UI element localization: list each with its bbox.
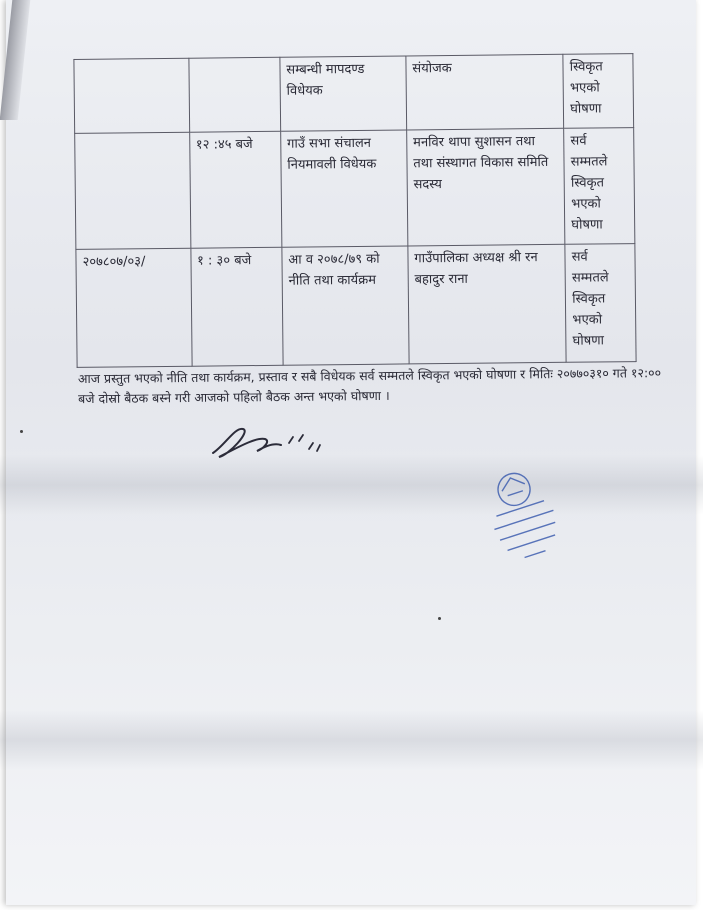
- paper-edge-shadow: [0, 0, 30, 120]
- decision-cell: सर्व सम्मतले स्विकृत भएको घोषणा: [564, 128, 635, 245]
- time-cell: [188, 57, 280, 132]
- closing-announcement: आज प्रस्तुत भएको नीति तथा कार्यक्रम, प्रस्ताव र सबै विधेयक सर्व सम्मतले स्विकृत भएको घोषणा र मितिः २०७७०३१० गते १२:०० बजे दोस्रो बैठक बस्ने गरी आजको पहिलो बैठक अन्त भएको घोषणा ।: [77, 365, 662, 407]
- scan-shadow-band: [0, 455, 703, 515]
- time-cell: १ : ३० बजे: [190, 247, 282, 366]
- date-cell: [74, 58, 189, 133]
- time-cell: १२ :४५ बजे: [189, 131, 281, 248]
- scan-shadow-band: [0, 710, 703, 770]
- presenter-cell: मनविर थापा सुशासन तथा तथा संस्थागत विकास समिति सदस्य: [407, 128, 566, 246]
- agenda-cell: आ व २०७८/७९ को नीति तथा कार्यक्रम: [282, 246, 409, 365]
- signature-icon: [205, 415, 335, 469]
- agenda-cell: सम्बन्धी मापदण्ड विधेयक: [280, 56, 407, 131]
- agenda-cell: गाउँ सभा संचालन नियमावली विधेयक: [281, 130, 408, 247]
- table-row: [75, 128, 635, 250]
- speck: [438, 617, 441, 620]
- date-cell: [75, 132, 191, 249]
- presenter-cell: संयोजक: [406, 54, 564, 130]
- minutes-table: [73, 53, 636, 368]
- presenter-cell: गाउँपालिका अध्यक्ष श्री रन बहादुर राना: [408, 244, 567, 364]
- date-cell: २०७८०७/०३/: [76, 248, 192, 367]
- speck: [20, 430, 23, 433]
- decision-cell: सर्व सम्मतले स्विकृत भएको घोषणा: [565, 244, 636, 363]
- table-row: [76, 244, 636, 368]
- decision-cell: स्विकृत भएको घोषणा: [563, 54, 634, 129]
- office-seal: [468, 462, 578, 576]
- table-row: [74, 54, 634, 134]
